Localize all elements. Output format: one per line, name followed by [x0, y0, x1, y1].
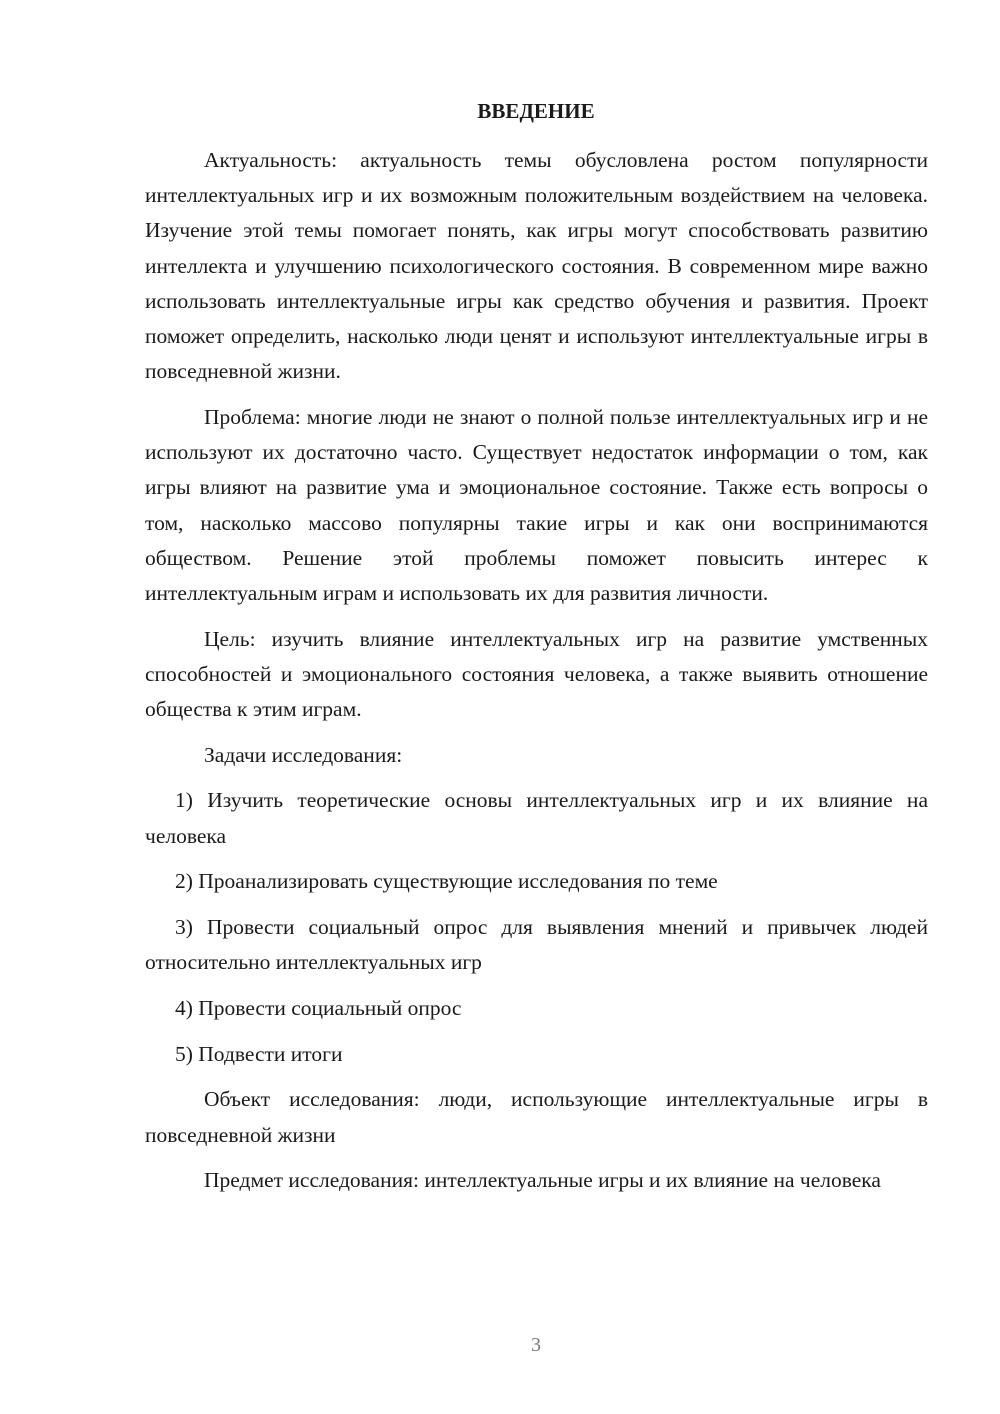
- problem-paragraph: Проблема: многие люди не знают о полной пользе интеллектуальных игр и не используют их достаточно часто. Существует недостаток информации о том, как игры влияют на развитие ума и эмоциональное состояние. Также есть вопросы о том, насколько массово популярны такие игры и как они воспринимаются обществом. Решение этой проблемы поможет повысить интерес к интеллектуальным играм и использовать их для развития личности.: [145, 404, 928, 605]
- goal-paragraph: Цель: изучить влияние интеллектуальных игр на развитие умственных способностей и эмоционального состояния человека, а также выявить отношение общества к этим играм.: [145, 626, 928, 722]
- relevance-paragraph: Актуальность: актуальность темы обусловлена ростом популярности интеллектуальных игр и их возможным положительным воздействием на человека. Изучение этой темы помогает понять, как игры могут способствовать развитию интеллекта и улучшению психологического состояния. В современном мире важно использовать интеллектуальные игры как средство обучения и развития. Проект поможет определить, насколько люди ценят и используют интеллектуальные игры в повседневной жизни.: [145, 148, 928, 384]
- research-subject-paragraph: Предмет исследования: интеллектуальные игры и их влияние на человека: [204, 1168, 881, 1193]
- tasks-heading: Задачи исследования:: [204, 742, 403, 767]
- task-item-5: 5) Подвести итоги: [175, 1041, 343, 1066]
- task-item-1: 1) Изучить теоретические основы интеллектуальных игр и их влияние на человека: [145, 788, 928, 848]
- research-object-paragraph: Объект исследования: люди, использующие интеллектуальные игры в повседневной жизни: [145, 1087, 928, 1147]
- page-title: ВВЕДЕНИЕ: [477, 99, 595, 123]
- task-item-4: 4) Провести социальный опрос: [175, 995, 462, 1020]
- task-item-3: 3) Провести социальный опрос для выявления мнений и привычек людей относительно интеллектуальных игр: [145, 915, 928, 975]
- page-number: 3: [531, 1334, 541, 1356]
- task-item-2: 2) Проанализировать существующие исследования по теме: [175, 869, 718, 894]
- document-body: [145, 143, 928, 1209]
